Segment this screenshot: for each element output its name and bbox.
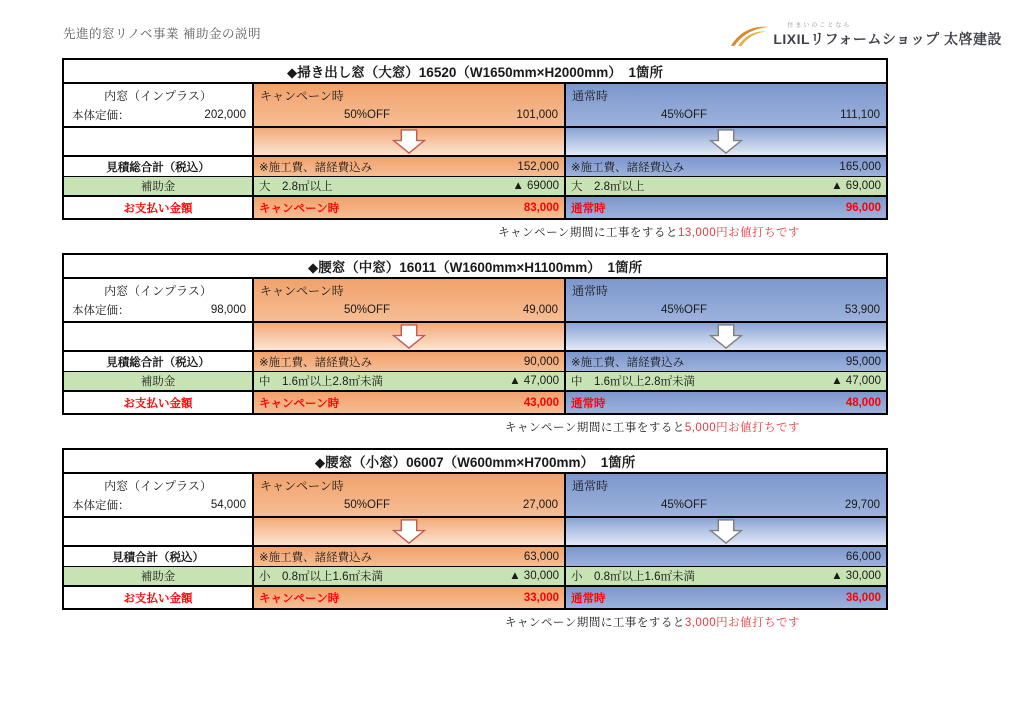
inner-window-label: 内窓（インプラス） [104,283,212,298]
note-text: キャンペーン期間に工事をすると [498,227,678,239]
normal-subsidy-note: 大 2.8㎡以上 [571,181,645,193]
subsidy-row [64,177,886,197]
down-arrow-icon [709,324,743,349]
estimate-total-label: 見積総合計（税込） [64,157,254,176]
normal-payment-label: 通常時 [571,202,606,215]
note-text: キャンペーン期間に工事をすると [505,617,685,629]
note-text: キャンペーン期間に工事をすると [505,422,685,434]
normal-total-value: 66,000 [845,550,881,563]
inner-window-header-cell [64,279,254,321]
normal-payment-label: 通常時 [571,592,606,605]
list-price-value: 202,000 [204,108,246,121]
normal-discount-label: 45%OFF [660,303,707,316]
normal-payment-label: 通常時 [571,397,606,410]
campaign-discount-label: 50%OFF [343,108,390,121]
table-title [64,60,886,84]
table-title-text: ◆腰窓（小窓）06007（W600mm×H700mm） 1箇所 [314,455,636,470]
logo-swoosh-icon [729,22,769,48]
estimate-total-row [64,547,886,567]
normal-header-cell [566,474,886,516]
normal-header-label: 通常時 [572,478,609,493]
estimate-total-row [64,157,886,177]
campaign-subsidy-note: 中 1.6㎡以上2.8㎡未満 [259,376,383,388]
subsidy-label: 補助金 [64,177,254,195]
list-price-value: 54,000 [210,498,246,511]
campaign-payment-value: 43,000 [523,396,559,409]
table-large-window [62,58,888,220]
down-arrow-icon [709,519,743,544]
normal-header-cell [566,84,886,126]
inner-window-label: 内窓（インプラス） [104,478,212,493]
subsidy-row [64,567,886,587]
inner-window-header-cell [64,474,254,516]
campaign-payment-value: 33,000 [523,591,559,604]
logo-tagline: 住まいのことなら [787,23,852,29]
header-row [64,84,886,128]
normal-header-label: 通常時 [572,283,609,298]
normal-subsidy-value: ▲ 69,000 [831,180,881,192]
campaign-total-value: 90,000 [523,355,559,368]
normal-subsidy-note: 小 0.8㎡以上1.6㎡未満 [571,571,695,583]
table-title [64,450,886,474]
normal-payment-value: 96,000 [845,201,881,214]
campaign-header-label: キャンペーン時 [260,283,344,298]
list-price-label: 本体定価： [72,109,130,122]
campaign-discounted-price: 27,000 [522,498,558,511]
table-medium-window [62,253,888,415]
campaign-discount-label: 50%OFF [343,303,390,316]
list-price-label: 本体定価： [72,304,130,317]
payment-label: お支払い金額 [64,392,254,413]
campaign-header-label: キャンペーン時 [260,88,344,103]
normal-total-value: 165,000 [839,160,881,173]
payment-label: お支払い金額 [64,587,254,608]
normal-total-note: ※施工費、諸経費込み [571,161,685,174]
campaign-discount-label: 50%OFF [343,498,390,511]
campaign-header-label: キャンペーン時 [260,478,344,493]
normal-subsidy-value: ▲ 30,000 [831,570,881,582]
normal-header-cell [566,279,886,321]
document-body [0,58,950,630]
campaign-savings-note [62,224,888,240]
normal-discounted-price: 29,700 [844,498,880,511]
campaign-discounted-price: 49,000 [522,303,558,316]
normal-discount-label: 45%OFF [660,108,707,121]
subsidy-row [64,372,886,392]
down-arrow-icon [392,519,426,544]
normal-subsidy-value: ▲ 47,000 [831,375,881,387]
estimate-total-label: 見積総合計（税込） [64,352,254,371]
campaign-savings-note [62,419,888,435]
normal-header-label: 通常時 [572,88,609,103]
header-row [64,279,886,323]
list-price-value: 98,000 [210,303,246,316]
campaign-payment-label: キャンペーン時 [259,397,340,410]
campaign-subsidy-value: ▲ 30,000 [509,570,559,582]
estimate-total-row [64,352,886,372]
campaign-total-value: 152,000 [517,160,559,173]
estimate-total-label: 見積合計（税込） [64,547,254,566]
campaign-header-cell [254,84,566,126]
down-arrow-icon [392,324,426,349]
table-title [64,255,886,279]
note-savings-amount: 3,000円お値打ちです [684,617,800,629]
campaign-subsidy-note: 大 2.8㎡以上 [259,181,333,193]
payment-row [64,197,886,218]
campaign-total-value: 63,000 [523,550,559,563]
campaign-payment-label: キャンペーン時 [259,202,340,215]
campaign-payment-value: 83,000 [523,201,559,214]
campaign-subsidy-value: ▲ 47,000 [509,375,559,387]
arrow-row [64,518,886,547]
subsidy-label: 補助金 [64,567,254,585]
table-title-text: ◆腰窓（中窓）16011（W1600mm×H1100mm） 1箇所 [307,260,643,275]
header-row [64,474,886,518]
normal-discount-label: 45%OFF [660,498,707,511]
arrow-row [64,323,886,352]
normal-discounted-price: 111,100 [840,108,880,121]
list-price-label: 本体定価： [72,499,130,512]
normal-total-value: 95,000 [845,355,881,368]
payment-row [64,392,886,413]
payment-row [64,587,886,608]
page-title: 先進的窓リノベ事業 補助金の説明 [63,27,261,41]
campaign-discounted-price: 101,000 [516,108,558,121]
campaign-payment-label: キャンペーン時 [259,592,340,605]
campaign-total-note: ※施工費、諸経費込み [259,356,373,369]
table-title-text: ◆掃き出し窓（大窓）16520（W1650mm×H2000mm） 1箇所 [286,65,664,80]
logo-name: LIXILリフォームショップ 太啓建設 [773,31,1002,47]
note-savings-amount: 5,000円お値打ちです [684,422,800,434]
normal-discounted-price: 53,900 [844,303,880,316]
normal-subsidy-note: 中 1.6㎡以上2.8㎡未満 [571,376,695,388]
down-arrow-icon [392,129,426,154]
subsidy-label: 補助金 [64,372,254,390]
arrow-row [64,128,886,157]
campaign-total-note: ※施工費、諸経費込み [259,551,373,564]
company-logo [729,20,1002,49]
note-savings-amount: 13,000円お値打ちです [677,227,800,239]
campaign-header-cell [254,474,566,516]
normal-payment-value: 36,000 [845,591,881,604]
inner-window-label: 内窓（インプラス） [104,88,212,103]
campaign-subsidy-note: 小 0.8㎡以上1.6㎡未満 [259,571,383,583]
normal-payment-value: 48,000 [845,396,881,409]
campaign-savings-note [62,614,888,630]
campaign-header-cell [254,279,566,321]
campaign-total-note: ※施工費、諸経費込み [259,161,373,174]
table-small-window [62,448,888,610]
campaign-subsidy-value: ▲ 69000 [512,180,559,192]
page-header [0,0,1024,58]
normal-total-note: ※施工費、諸経費込み [571,356,685,369]
payment-label: お支払い金額 [64,197,254,218]
down-arrow-icon [709,129,743,154]
inner-window-header-cell [64,84,254,126]
